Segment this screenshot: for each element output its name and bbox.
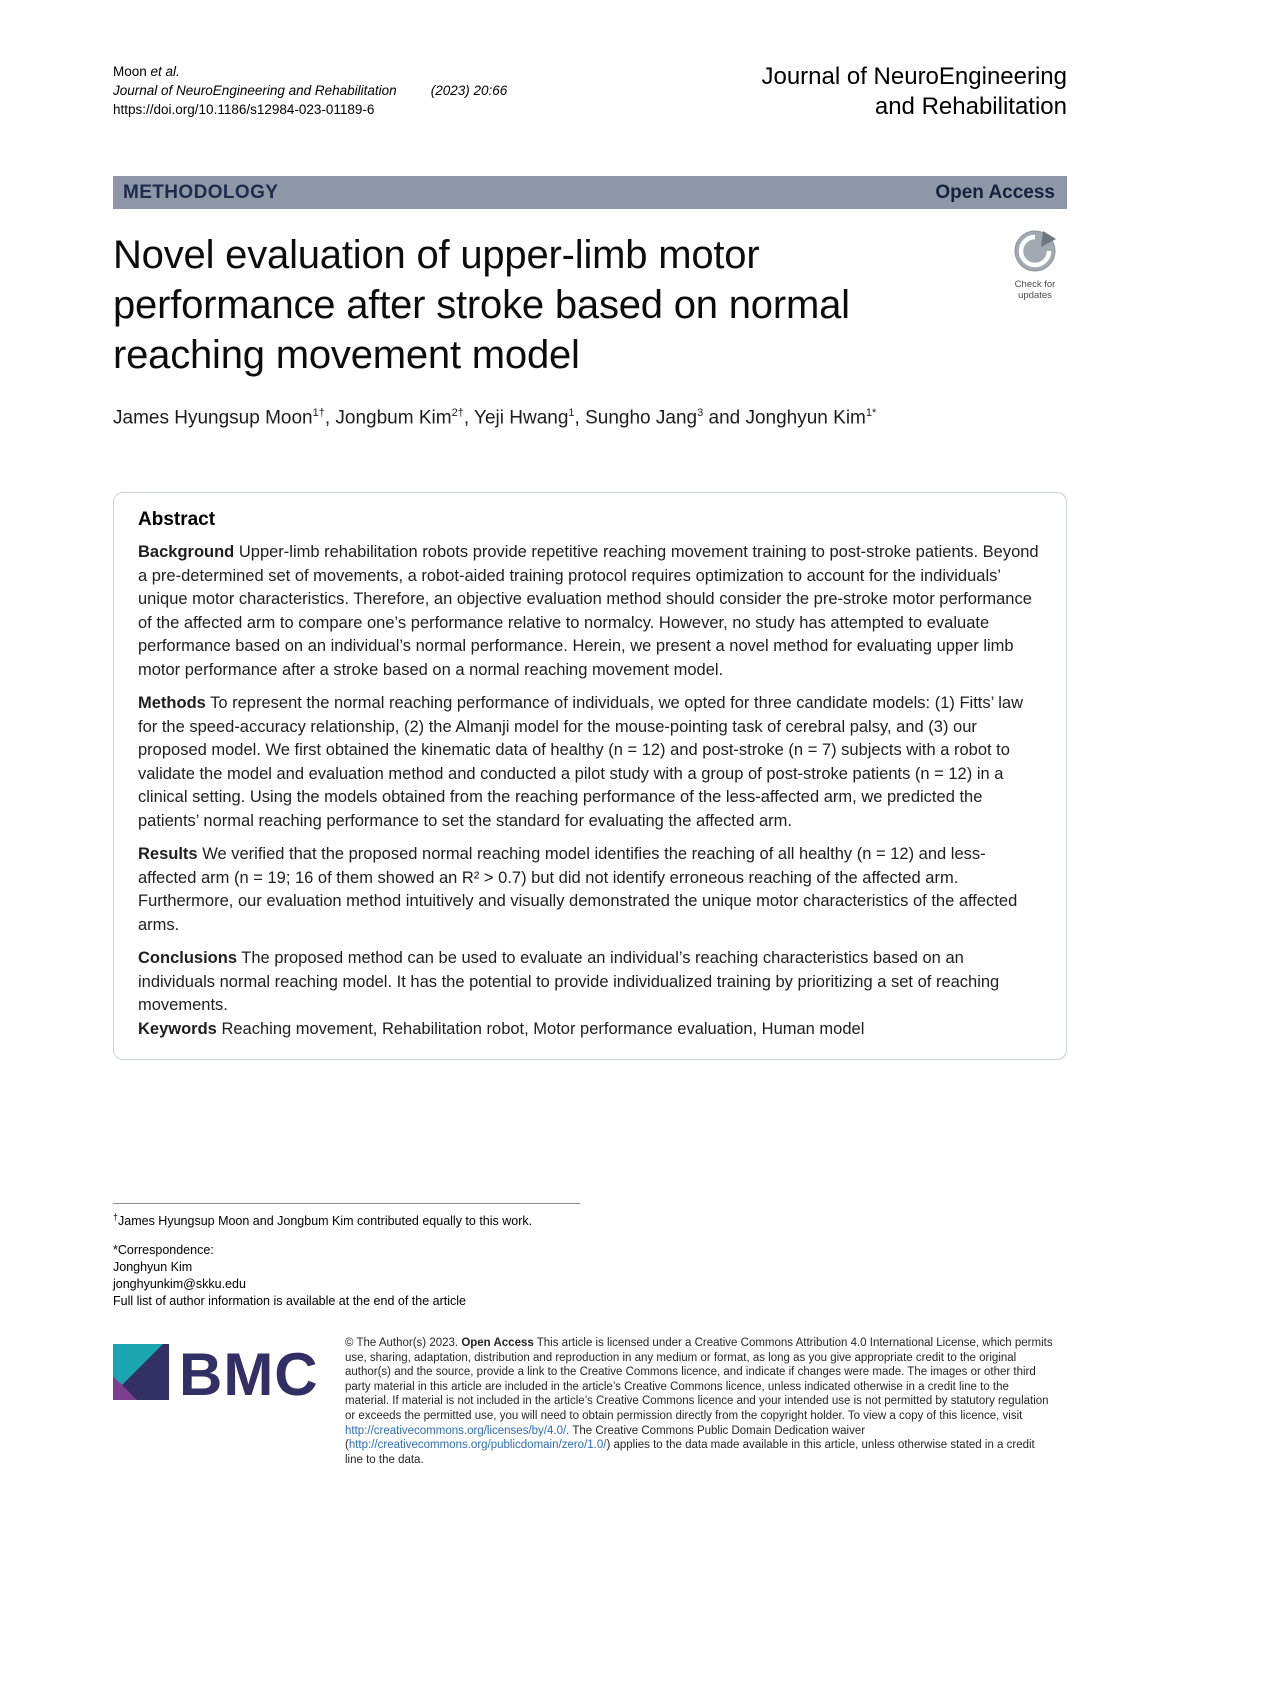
footnotes-block bbox=[113, 1203, 583, 1310]
article-type-label: METHODOLOGY bbox=[123, 181, 279, 203]
bmc-logo-icon bbox=[113, 1344, 169, 1405]
equal-contribution-note: †James Hyungsup Moon and Jongbum Kim contributed equally to this work. bbox=[113, 1212, 533, 1229]
journal-name bbox=[761, 62, 1067, 122]
footnote-divider bbox=[113, 1203, 580, 1204]
check-updates-badge[interactable] bbox=[1003, 230, 1067, 380]
bmc-logo-text: BMC bbox=[179, 1340, 319, 1408]
abstract-section: Background Upper-limb rehabilitation robots provide repetitive reaching movement training to post-stroke patients. Beyond a pre-determined set of movements, a robot-aided training protocol requires optimization to account for the individuals’ unique motor characteristics. Therefore, an objective evaluation method should consider the pre-stroke motor performance of the affected arm to compare one’s performance relative to normalcy. However, no study has attempted to evaluate performance based on an individual’s normal performance. Herein, we present a novel method for evaluating upper limb motor performance after a stroke based on a normal reaching movement model. bbox=[138, 543, 1039, 679]
check-updates-label: Check for updates bbox=[1014, 279, 1056, 301]
journal-name-line2: and Rehabilitation bbox=[874, 93, 1067, 120]
license-link[interactable]: http://creativecommons.org/licenses/by/4.0/ bbox=[345, 1424, 567, 1437]
license-text: © The Author(s) 2023. Open Access This article is licensed under a Creative Commons Attribution 4.0 International License, which permits use, sharing, adaptation, distribution and reproduction in any medium or format, as long as you give appropriate credit to the original author(s) and the source, provide a link to the Creative Commons licence, and indicate if changes were made. The images or other third party material in this article are included in the article’s Creative Commons licence, unless indicated otherwise in a credit line to the material. If material is not included in the article’s Creative Commons licence and your intended use is not permitted by statutory regulation or exceeds the permitted use, you will need to obtain permission directly from the copyright holder. To view a copy of this licence, visit http://creativecommons.org/licenses/by/4.0/. The Creative Commons Public Domain Dedication waiver (http://creativecommons.org/publicdomain/zero/1.0/) applies to the data made available in this article, unless otherwise stated in a credit line to the data. bbox=[345, 1337, 1053, 1466]
publisher-footer bbox=[113, 1336, 1067, 1467]
keywords-text: Reaching movement, Rehabilitation robot, Motor performance evaluation, Human model bbox=[221, 1019, 865, 1038]
etal-text: et al. bbox=[150, 64, 180, 79]
journal-name-line1: Journal of NeuroEngineering bbox=[761, 63, 1067, 90]
citation-authors: Moon et al. bbox=[113, 64, 180, 79]
author-info-note: Full list of author information is available at the end of the article bbox=[113, 1294, 466, 1309]
bmc-logo bbox=[113, 1340, 345, 1408]
citation-block bbox=[113, 62, 507, 119]
abstract-sections bbox=[138, 541, 1042, 1018]
open-access-label: Open Access bbox=[935, 181, 1055, 203]
article-title: Novel evaluation of upper-limb motor performance after stroke based on normal reaching movement model bbox=[113, 233, 850, 377]
title-row bbox=[113, 230, 1067, 380]
abstract-heading: Abstract bbox=[138, 509, 216, 530]
keywords-line bbox=[138, 1018, 1042, 1042]
abstract-section: Conclusions The proposed method can be used to evaluate an individual’s reaching characteristics based on an individuals normal reaching model. It has the potential to provide individualized training by prioritizing a set of reaching movements. bbox=[138, 949, 1000, 1014]
abstract-section: Methods To represent the normal reaching performance of individuals, we opted for three candidate models: (1) Fitts’ law for the speed-accuracy relationship, (2) the Almanji model for the mouse-pointing task of cerebral palsy, and (3) our proposed model. We first obtained the kinematic data of healthy (n = 12) and post-stroke (n = 7) subjects with a robot to validate the model and evaluation method and conducted a pilot study with a group of post-stroke patients (n = 12) in a clinical setting. Using the models obtained from the reaching performance of the less-affected arm, we predicted the patients’ normal reaching performance to set the standard for evaluating the affected arm. bbox=[138, 694, 1024, 830]
correspondence-label: *Correspondence: bbox=[113, 1243, 214, 1258]
citation-journal-line: Journal of NeuroEngineering and Rehabilitation (2023) 20:66 bbox=[113, 83, 508, 98]
dagger-marker: † bbox=[113, 1212, 119, 1222]
author-list: James Hyungsup Moon$^{1\dagger}$, Jongbum Kim$^{2\dagger}$, Yeji Hwang$^1$, Sungho Jang$^3$ and Jonghyun Kim$^{1*}$ bbox=[113, 407, 877, 429]
citation-issue: (2023) 20:66 bbox=[430, 83, 508, 98]
correspondence-email[interactable]: jonghyunkim@skku.edu bbox=[113, 1277, 246, 1292]
abstract-box bbox=[113, 492, 1067, 1060]
keywords-label: Keywords bbox=[138, 1019, 217, 1038]
correspondent-name: Jonghyun Kim bbox=[113, 1260, 193, 1275]
abstract-section: Results We verified that the proposed normal reaching model identifies the reaching of all healthy (n = 12) and less-affected arm (n = 19; 16 of them showed an R² > 0.7) but did not identify erroneous reaching of the affected arm. Furthermore, our evaluation method intuitively and visually demonstrated the unique motor characteristics of the affected arms. bbox=[138, 845, 1018, 934]
crossmark-icon bbox=[1014, 259, 1056, 276]
doi-link[interactable]: https://doi.org/10.1186/s12984-023-01189-6 bbox=[113, 102, 375, 117]
article-type-banner bbox=[113, 176, 1067, 209]
page-header bbox=[113, 62, 1067, 122]
license-link[interactable]: http://creativecommons.org/publicdomain/zero/1.0/ bbox=[348, 1439, 607, 1452]
